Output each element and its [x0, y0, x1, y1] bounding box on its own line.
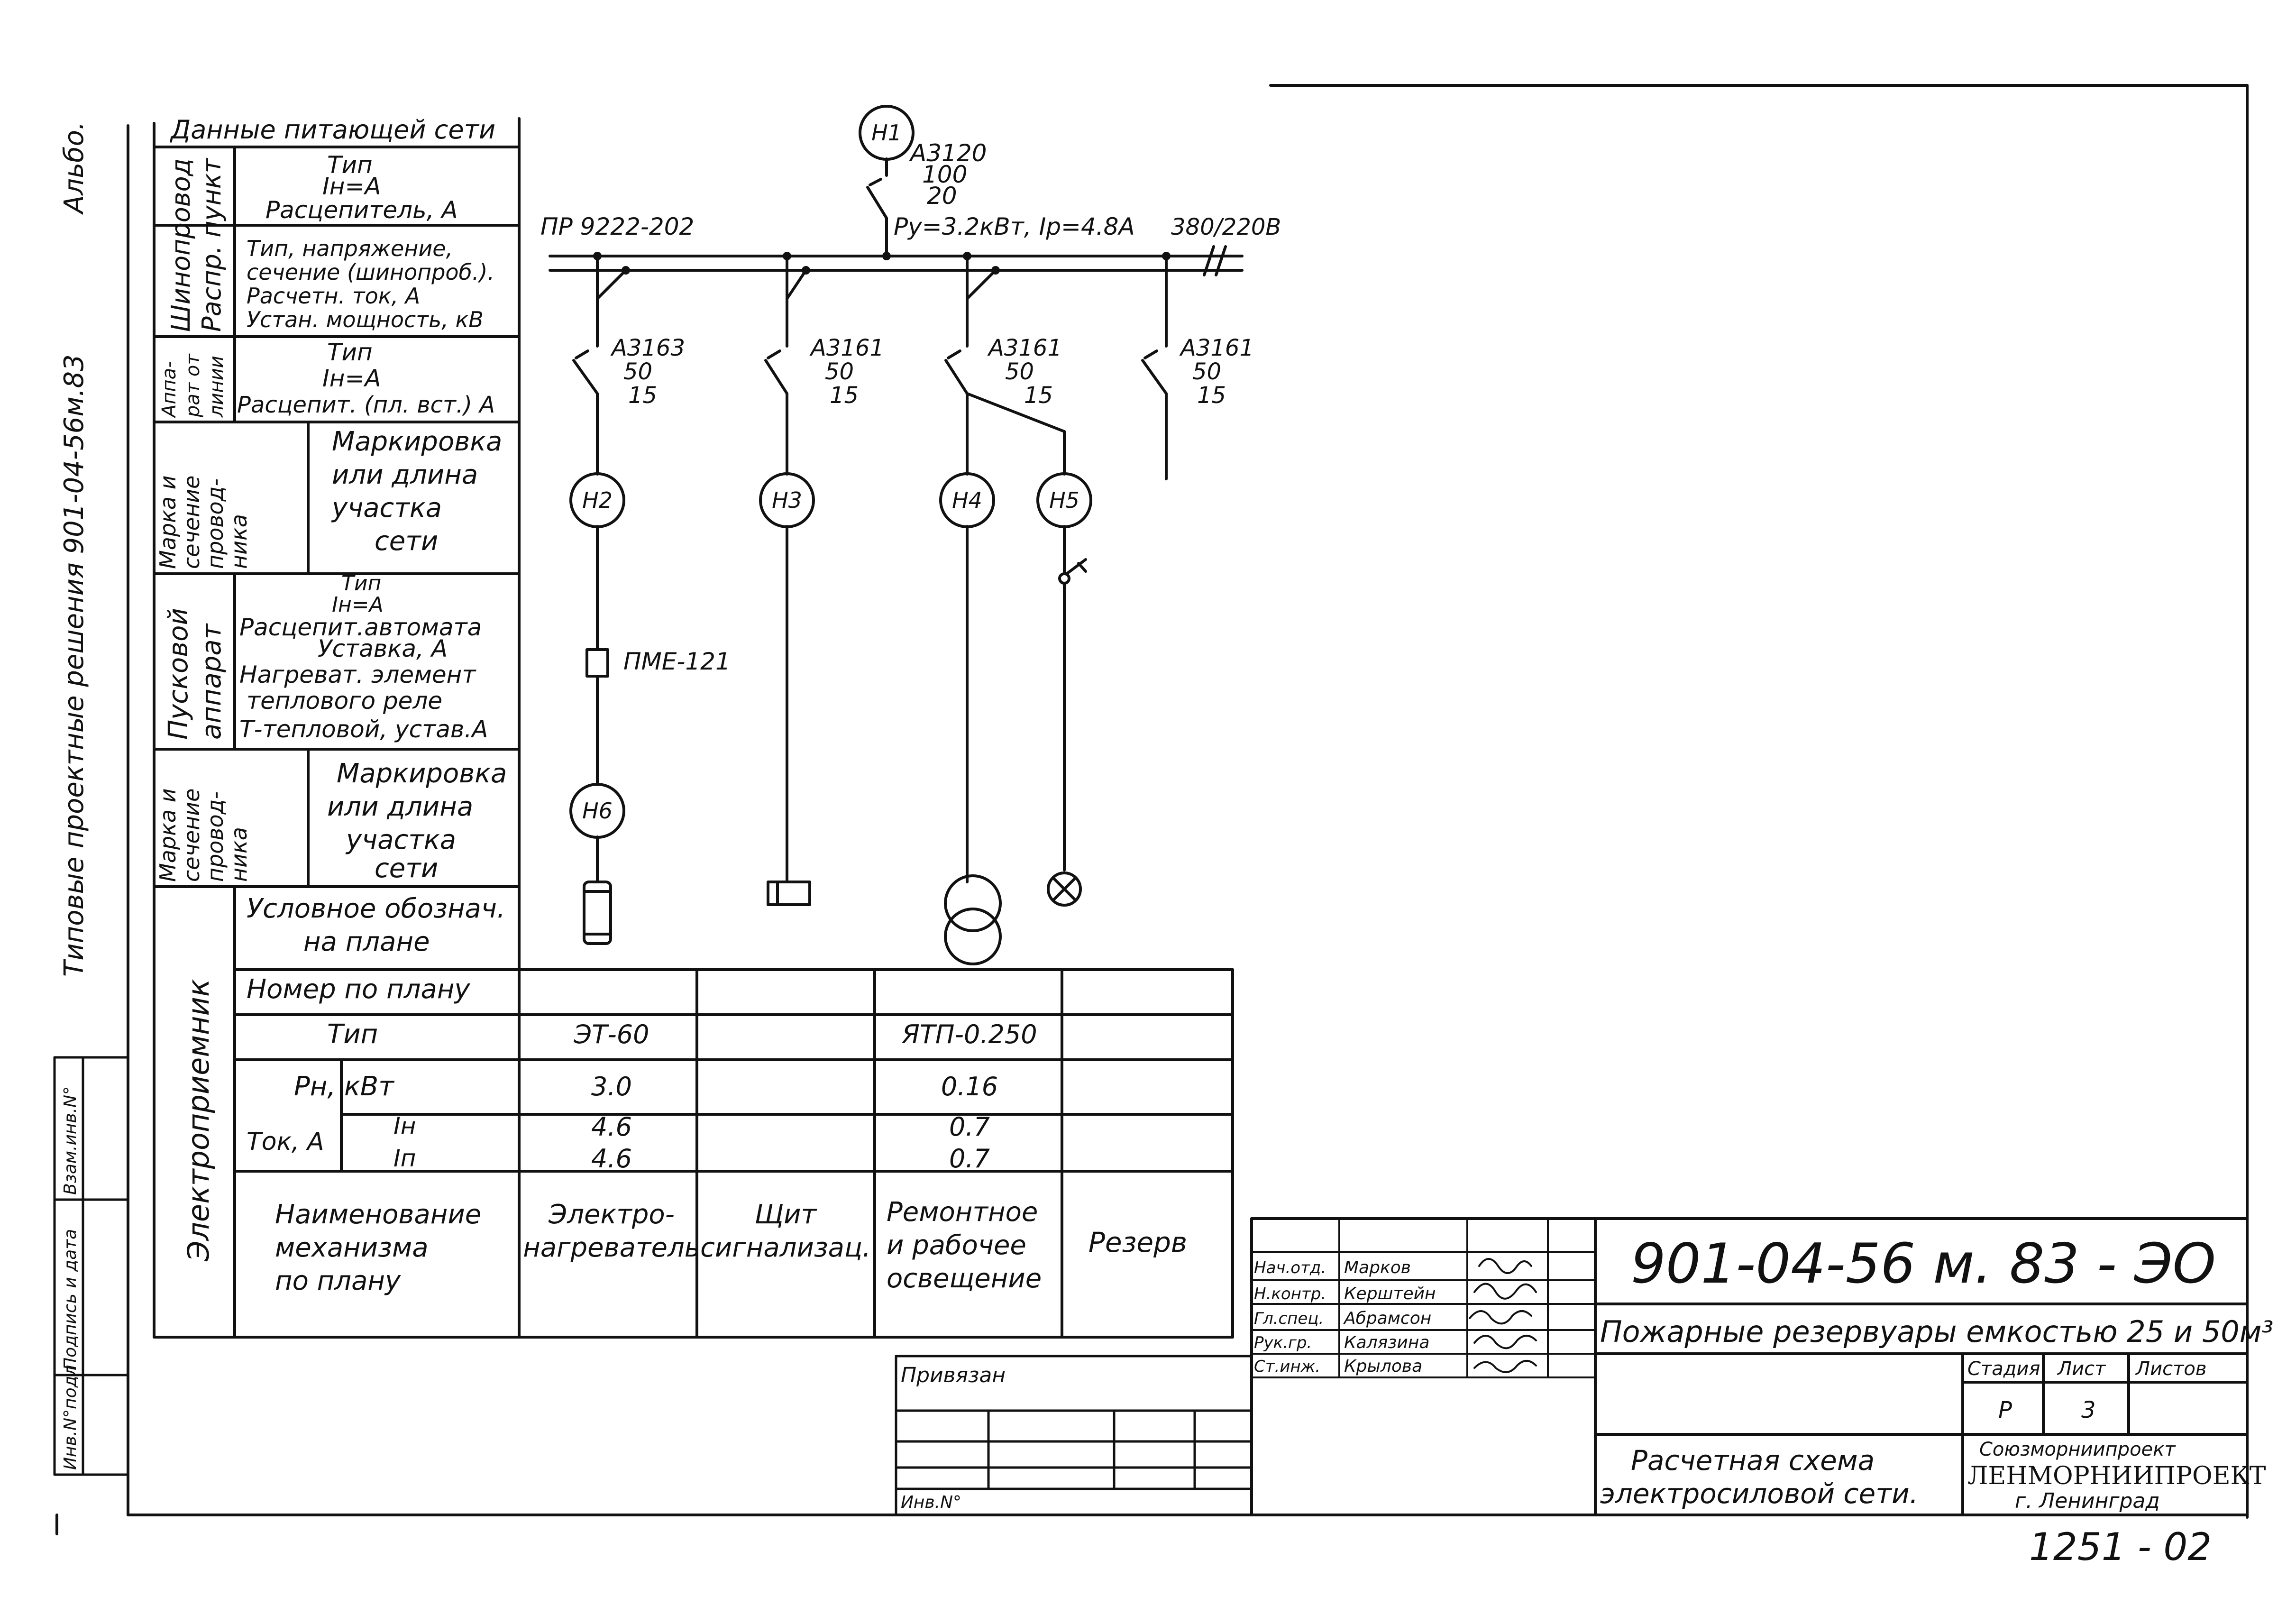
wire2-marking-1: Маркировка: [337, 758, 507, 789]
starter-thermal: Т-тепловой, устав.А: [239, 716, 488, 743]
wire1-group-4: ника: [226, 514, 252, 569]
busbar-group-label-1: Шинопровод: [166, 158, 196, 332]
archive-number: 1251 - 02: [2029, 1525, 2212, 1569]
node-h5-label: Н5: [1049, 487, 1079, 513]
wire1-group-3: провод-: [202, 478, 228, 569]
breaker-2-release: 15: [830, 382, 859, 409]
breaker-4-release: 15: [1197, 382, 1226, 409]
breaker-4-rating: 50: [1192, 358, 1222, 385]
org-name: ЛЕНМОРНИИПРОЕКТ: [1967, 1462, 2266, 1490]
wire2-group-3: провод-: [202, 791, 228, 882]
tied-label: Привязан: [901, 1363, 1006, 1387]
left-stamp: [55, 1057, 128, 1475]
wire1-group-1: Марка и: [155, 475, 181, 569]
mechanism-label-2: механизма: [275, 1232, 429, 1263]
line-app-type: Тип: [327, 339, 373, 366]
starter-relay: теплового реле: [247, 687, 443, 715]
mechanism-label-1: Наименование: [275, 1199, 482, 1230]
node-h6-label: Н6: [582, 798, 613, 824]
wire1-marking-2: или длина: [332, 459, 478, 490]
line-app-group-2: рат от: [182, 354, 204, 417]
inv-label: Инв.N°: [901, 1493, 962, 1512]
name-3: Абрамсон: [1344, 1309, 1432, 1328]
starter-label: ПМЕ-121: [623, 648, 731, 675]
org-union: Союзморниипроект: [1979, 1439, 2176, 1460]
receiver-3-ip: 0.7: [949, 1144, 990, 1174]
receiver-3-name-3: освещение: [887, 1263, 1042, 1294]
wire2-marking-4: сети: [375, 853, 439, 884]
receiver-1-name-1: Электро-: [549, 1199, 675, 1230]
wire1-group-2: сечение: [179, 475, 204, 569]
sheet-value: 3: [2081, 1397, 2096, 1423]
starter-type: Тип: [341, 571, 382, 596]
receiver-2-name-1: Щит: [754, 1199, 817, 1230]
current-label: Ток, А: [247, 1128, 324, 1156]
stamp-signature-date: Подпись и дата: [61, 1229, 80, 1370]
sheets-label: Листов: [2136, 1358, 2207, 1380]
album-side-title: Типовые проектные решения 901-04-56м.83: [59, 354, 90, 977]
receiver-1-power: 3.0: [591, 1072, 632, 1101]
scheme-text: [540, 120, 1281, 824]
signatures: [1470, 1259, 1536, 1372]
busbar-params-1: Тип, напряжение,: [247, 236, 453, 261]
current-ip-label: Iп: [393, 1145, 416, 1172]
starter-setting: Уставка, А: [318, 635, 448, 662]
starter-group-2: аппарат: [196, 624, 227, 740]
feed-breaker-type: А3120: [910, 139, 987, 167]
busbar-type-1: Тип: [327, 151, 373, 179]
mechanism-label-3: по плану: [275, 1266, 401, 1296]
wire2-group-1: Марка и: [155, 788, 181, 882]
role-3: Гл.спец.: [1254, 1309, 1324, 1328]
project-title: Пожарные резервуары емкостью 25 и 50м³: [1600, 1314, 2274, 1349]
breaker-1-rating: 50: [623, 358, 653, 385]
role-4: Рук.гр.: [1254, 1333, 1312, 1352]
stage-value: Р: [1998, 1397, 2012, 1423]
line-app-group-3: линии: [206, 356, 228, 417]
designation: 901-04-56 м. 83 - ЭО: [1631, 1232, 2216, 1296]
data-table-text: [155, 115, 507, 1296]
feed-breaker-release: 20: [927, 182, 957, 210]
breaker-3-type: А3161: [988, 335, 1062, 361]
power-label: Рн, кВт: [294, 1071, 394, 1102]
title-block: [1252, 1219, 2273, 1515]
receiver-3-type: ЯТП-0.250: [902, 1019, 1037, 1049]
receiver-1-name-2: нагреватель: [523, 1232, 700, 1263]
busbar-group-label-2: Распр. пункт: [197, 158, 227, 332]
receiver-group-label: Электроприемник: [181, 979, 216, 1261]
busbar-type-2: Iн=А: [322, 173, 381, 200]
breaker-3-rating: 50: [1005, 358, 1034, 385]
stamp-vzam-inv: Взам.инв.N°: [61, 1086, 80, 1195]
current-in-label: Iн: [393, 1112, 416, 1140]
role-5: Ст.инж.: [1254, 1357, 1321, 1376]
receiver-2-name-2: сигнализац.: [700, 1232, 871, 1263]
role-2: Н.контр.: [1254, 1285, 1326, 1303]
name-2: Керштейн: [1344, 1284, 1436, 1303]
wire2-group-4: ника: [226, 827, 252, 882]
busbar-params-4: Устан. мощность, кВ: [247, 307, 484, 332]
busbar-type-3: Расцепитель, А: [265, 196, 458, 224]
name-1: Марков: [1344, 1258, 1411, 1277]
voltage-label: 380/220В: [1171, 214, 1281, 240]
node-h1-label: Н1: [871, 120, 902, 146]
breaker-4-type: А3161: [1180, 335, 1254, 361]
drawing-title-2: электросиловой сети.: [1600, 1477, 1919, 1510]
name-5: Крылова: [1344, 1357, 1423, 1376]
drawing-title-1: Расчетная схема: [1631, 1444, 1875, 1477]
node-h3-label: Н3: [772, 487, 802, 513]
sheet-label: Лист: [2058, 1358, 2106, 1380]
wire1-marking-1: Маркировка: [332, 426, 503, 457]
wire2-marking-3: участка: [346, 825, 457, 855]
busbar-params-2: сечение (шинопроб.).: [247, 259, 495, 285]
busbar-params-3: Расчетн. ток, А: [247, 283, 421, 309]
name-4: Калязина: [1344, 1333, 1430, 1352]
breaker-2-type: А3161: [811, 335, 884, 361]
receiver-3-name-2: и рабочее: [887, 1230, 1026, 1261]
org-city: г. Ленинград: [2015, 1489, 2160, 1513]
stage-label: Стадия: [1967, 1358, 2040, 1380]
stamp-inv-podl: Инв.N°подл: [61, 1365, 80, 1470]
album-side-label: Альбо.: [59, 121, 90, 213]
line-app-release: Расцепит. (пл. вст.) А: [237, 392, 495, 418]
node-h4-label: Н4: [952, 487, 982, 513]
wire1-marking-3: участка: [332, 493, 442, 523]
starter-group-1: Пусковой: [163, 608, 194, 740]
receiver-3-name-1: Ремонтное: [887, 1197, 1038, 1228]
starter-in: Iн=А: [332, 593, 384, 617]
plan-symbol-2: на плане: [303, 927, 430, 957]
breaker-1-release: 15: [628, 382, 658, 409]
breaker-1-type: А3163: [612, 335, 685, 361]
node-h2-label: Н2: [582, 487, 613, 513]
receiver-3-in: 0.7: [949, 1112, 990, 1142]
line-app-in: Iн=А: [322, 365, 381, 392]
receiver-4-name: Резерв: [1088, 1226, 1188, 1258]
feed-power-label: Ру=3.2кВт, Iр=4.8А: [894, 213, 1135, 240]
receiver-1-in: 4.6: [591, 1112, 632, 1142]
wire2-marking-2: или длина: [327, 791, 474, 822]
receiver-1-type: ЭТ-60: [574, 1019, 649, 1049]
plan-number-label: Номер по плану: [247, 974, 470, 1005]
bus-label: ПР 9222-202: [540, 213, 695, 240]
receiver-3-power: 0.16: [941, 1072, 998, 1101]
plan-symbol-1: Условное обознач.: [247, 893, 505, 924]
breaker-2-rating: 50: [825, 358, 854, 385]
starter-release: Расцепит.автомата: [239, 614, 482, 641]
role-1: Нач.отд.: [1254, 1258, 1326, 1277]
receiver-1-ip: 4.6: [591, 1144, 632, 1174]
type-label: Тип: [327, 1019, 378, 1050]
supply-data-label: Данные питающей сети: [171, 115, 496, 145]
line-app-group-1: Аппа-: [158, 361, 180, 417]
feed-breaker-rating: 100: [922, 161, 968, 188]
wire1-marking-4: сети: [375, 526, 439, 557]
breaker-3-release: 15: [1024, 382, 1053, 409]
wire2-group-2: сечение: [179, 788, 204, 882]
starter-heater: Нагреват. элемент: [239, 661, 476, 688]
tied-block: [896, 1356, 1252, 1515]
